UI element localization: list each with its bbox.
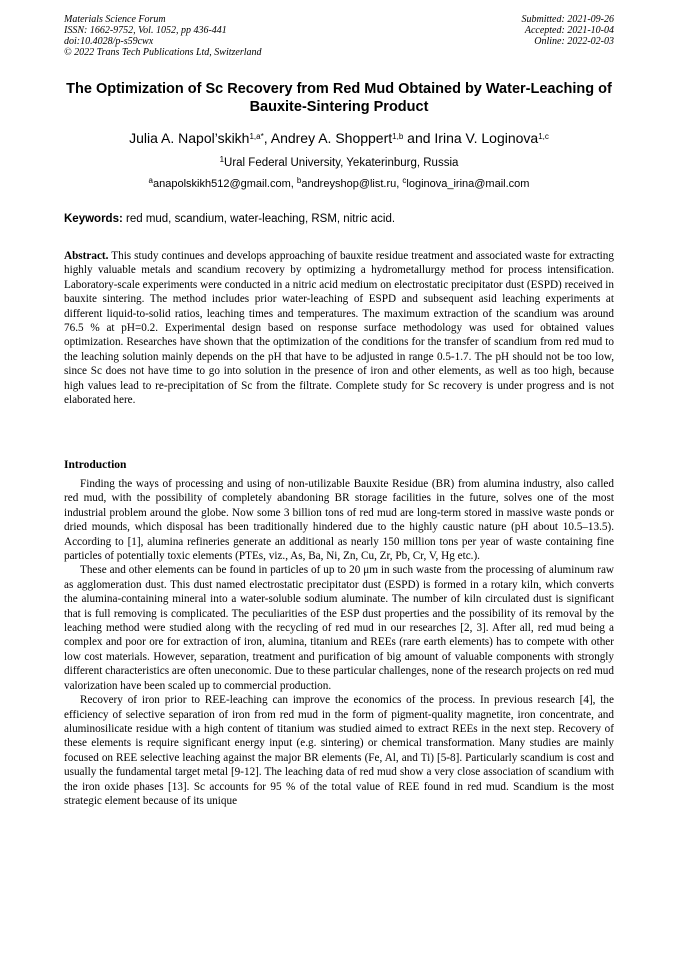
- paragraph: Finding the ways of processing and using of non-utilizable Bauxite Residue (BR) from alumina industry, also called red mud, with the possibility of completely abandoning BR storage facilities in the future, solves one of the most industrial problem around the globe. Now some 3 billion tons of red mud are long-term stored in massive waste ponds or dried mounds, which disposal has been traditionally hindered due to the highly caustic nature (pH about 10.5–13.5). According to [1], alumina refineries generate an additional as nearly 150 million tons per year of waste containing fine particles of potentially toxic elements (PTEs, viz., As, Ba, Ni, Zn, Cu, Zr, Pb, Cr, V, Hg etc.).: [64, 478, 614, 563]
- abstract: [64, 249, 614, 407]
- keywords-text: red mud, scandium, water-leaching, RSM, nitric acid.: [126, 213, 396, 225]
- paragraph: These and other elements can be found in particles of up to 20 μm in such waste from the processing of aluminum raw as agglomeration dust. This dust named electrostatic precipitator dust (ESPD) is formed in a rotary kiln, which converts the alumina-containing mineral into a water-soluble sodium aluminate. The number of kiln circulated dust is significant that is full removing is complicated. The peculiarities of the ESP dust properties and the possibility of its removal by the leaching method were studied along with the recycling of red mud in our researches [2, 3]. After all, red mud being a complex and poor ore for extraction of iron, alumina, titanium and REEs (rare earth elements) has to compete with other low cost materials. However, separation, treatment and purification of big amount of valuable components with strongly different characteristics are often uneconomic. Due to these particular challenges, none of the research projects on red mud valorization have been scaled up to commercial production.: [64, 564, 614, 692]
- author: Irina V. Loginova$^{1,c}$: [434, 130, 549, 146]
- introduction-body: [64, 477, 614, 808]
- keywords-label: Keywords:: [64, 213, 123, 225]
- author: Julia A. Napol’skikh$^{1,a*}$: [129, 130, 264, 146]
- accepted-date: Accepted: 2021-10-04: [524, 25, 614, 36]
- abstract-text: This study continues and develops approaching of bauxite residue treatment and associated waste for extracting highly valuable metals and scandium recovery by optimizing a hydrometallurgy method for process intensification. Laboratory-scale experiments were conducted in a nitric acid medium on electrostatic precipitator dust (ESPD) received in bauxite sintering. The method includes prior water-leaching of ESPD and subsequent asid leaching experiments at different liquid-to-solid ratios, leaching times and temperatures. The maximum extraction of the scandium was around 76.5 % at pH=0.2. Experimental design based on response surface methodology was used for obtained values optimization. Researches have shown that the optimization of the conditions for the transfer of scandium from red mud to the leaching solution mainly depends on the pH that have to be adjusted in range 0.5-1.7. The pH should not be too low, since Sc does not have time to go into solution in the presence of iron and other elements, as well as too high, because high values lead to re-precipitation of Sc from the filtrate. Complete study for Sc recovery is under progress and is not elaborated here.: [64, 250, 614, 407]
- author-list: Julia A. Napol’skikh$^{1,a*}$, Andrey A. Shoppert$^{1,b}$ and Irina V. Loginova$^{1,c}$: [129, 130, 549, 146]
- online-date: Online: 2022-02-03: [534, 36, 614, 47]
- submitted-date: Submitted: 2021-09-26: [521, 14, 614, 25]
- author-emails: $^a$anapolskikh512@gmail.com, $^b$andreyshop@list.ru, $^c$loginova_irina@mail.com: [148, 176, 530, 190]
- section-heading: Introduction: [64, 459, 127, 471]
- email-link[interactable]: anapolskikh512@gmail.com: [153, 178, 291, 190]
- affiliation: $^1$Ural Federal University, Yekaterinburg, Russia: [219, 155, 459, 169]
- journal-info: [64, 14, 262, 58]
- abstract-label: Abstract.: [64, 250, 109, 262]
- paragraph: Recovery of iron prior to REE-leaching can improve the economics of the process. In previous research [4], the efficiency of selective separation of iron from red mud in the form of pigment-quality magnetite, iron concentrate, and aluminosilicate residue with a high content of titanium was studied aimed to extract REEs in the next step. Recovery of these elements is require significant energy input (e.g. sintering) or chemical transformation. Many studies are mainly focused on REE selective leaching against the major BR elements (Fe, Al, and Ti) [5-8]. Particularly scandium is cost and usually the fundamental target metal [9-12]. The leaching data of red mud show a very close association of scandium with the iron oxide phases [13]. Sc accounts for 95 % of the total value of REE found in red mud. Scandium is the most strategic element because of its unique: [64, 694, 614, 807]
- email-link[interactable]: andreyshop@list.ru: [301, 178, 397, 190]
- issn: ISSN: 1662-9752, Vol. 1052, pp 436-441: [64, 25, 227, 36]
- email-link[interactable]: loginova_irina@mail.com: [406, 178, 530, 190]
- paper-title: The Optimization of Sc Recovery from Red Mud Obtained by Water-Leaching of Bauxite-Sintering Product: [66, 81, 612, 115]
- journal-name: Materials Science Forum: [64, 14, 166, 25]
- publication-dates: [522, 14, 615, 47]
- doi: doi:10.4028/p-s59cwx: [64, 36, 154, 47]
- author: Andrey A. Shoppert$^{1,b}$: [270, 130, 404, 146]
- keywords: [64, 212, 614, 226]
- copyright: © 2022 Trans Tech Publications Ltd, Switzerland: [64, 47, 262, 58]
